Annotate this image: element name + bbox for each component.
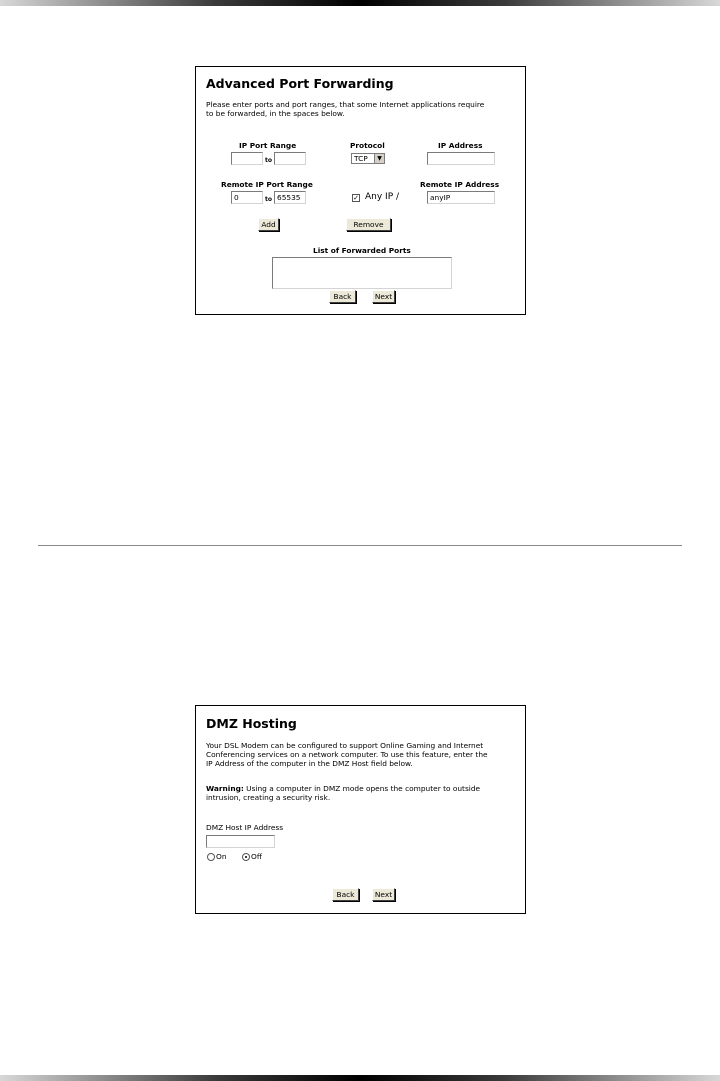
dmz-host-ip-input[interactable] — [206, 835, 275, 848]
dmz-description-line-2: Conferencing services on a network computer. To use this feature, enter the — [206, 750, 488, 759]
remove-button[interactable]: Remove — [346, 218, 391, 231]
dmz-description-line-3: IP Address of the computer in the DMZ Host field below. — [206, 759, 413, 768]
remote-ip-port-range-label: Remote IP Port Range — [221, 180, 313, 189]
ip-address-input[interactable] — [427, 152, 495, 165]
ip-port-to-input[interactable] — [274, 152, 306, 165]
dmz-on-radio[interactable] — [207, 853, 215, 861]
add-button[interactable]: Add — [258, 218, 279, 231]
dmz-off-label: Off — [251, 852, 262, 861]
remote-port-to-input[interactable]: 65535 — [274, 191, 306, 204]
forwarded-ports-list[interactable] — [272, 257, 452, 289]
check-icon: ✓ — [353, 194, 359, 202]
next-button[interactable]: Next — [372, 290, 395, 303]
remote-ip-address-label: Remote IP Address — [420, 180, 500, 189]
remote-port-from-input[interactable]: 0 — [231, 191, 263, 204]
dmz-title: DMZ Hosting — [206, 716, 297, 731]
ip-address-label: IP Address — [438, 141, 483, 150]
advanced-port-forwarding-panel — [195, 66, 526, 315]
dmz-next-button[interactable]: Next — [372, 888, 395, 901]
list-of-forwarded-ports-label: List of Forwarded Ports — [313, 246, 411, 255]
chevron-down-icon[interactable]: ▼ — [374, 154, 384, 163]
dmz-off-radio[interactable] — [242, 853, 250, 861]
description-line-1: Please enter ports and port ranges, that some Internet applications require — [206, 100, 485, 109]
dmz-host-ip-label: DMZ Host IP Address — [206, 823, 284, 832]
to-label: to — [265, 157, 272, 164]
remote-ip-address-input[interactable]: anyIP — [427, 191, 495, 204]
page-title: Advanced Port Forwarding — [206, 76, 394, 91]
description-line-2: to be forwarded, in the spaces below. — [206, 109, 345, 118]
back-button[interactable]: Back — [329, 290, 356, 303]
any-ip-label: Any IP / — [365, 192, 400, 202]
ip-port-range-label: IP Port Range — [239, 141, 297, 150]
section-divider — [38, 545, 682, 546]
protocol-label: Protocol — [350, 141, 385, 150]
dmz-on-label: On — [216, 852, 227, 861]
dmz-hosting-panel — [195, 705, 526, 914]
protocol-selected-value: TCP — [354, 154, 368, 163]
bottom-decorative-bar — [0, 1075, 720, 1081]
warning-label: Warning: — [206, 784, 244, 793]
top-decorative-bar — [0, 0, 720, 6]
to-label-remote: to — [265, 196, 272, 203]
dmz-back-button[interactable]: Back — [332, 888, 359, 901]
ip-port-from-input[interactable] — [231, 152, 263, 165]
protocol-select[interactable] — [351, 153, 385, 164]
warning-text: Using a computer in DMZ mode opens the computer to outside — [243, 784, 481, 793]
any-ip-checkbox[interactable] — [352, 194, 360, 202]
dmz-description-line-1: Your DSL Modem can be configured to support Online Gaming and Internet — [206, 741, 484, 750]
dmz-warning-line-2: intrusion, creating a security risk. — [206, 793, 331, 802]
